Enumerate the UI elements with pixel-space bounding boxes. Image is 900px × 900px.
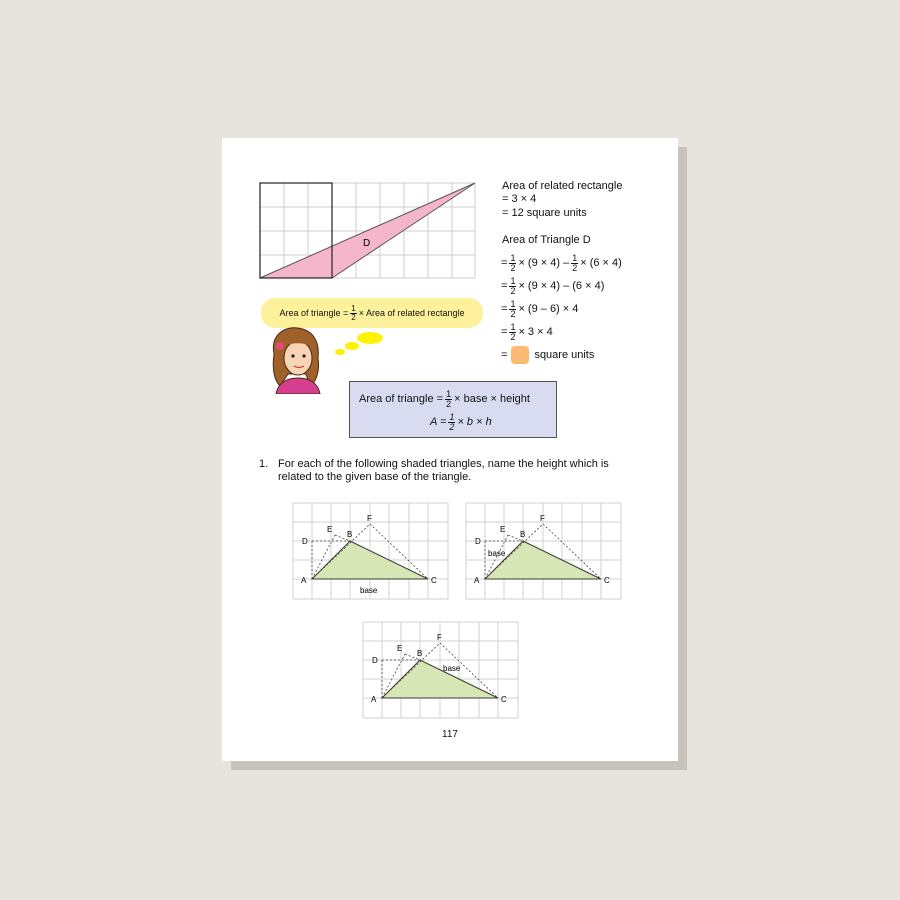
svg-text:base: base (488, 549, 506, 558)
working-row-5: = square units (501, 344, 594, 366)
svg-text:A: A (371, 695, 377, 704)
triangle-d-label: D (363, 238, 371, 249)
svg-text:F: F (540, 514, 545, 523)
svg-text:C: C (501, 695, 507, 704)
triangle-figure-2 (465, 502, 622, 600)
svg-text:B: B (520, 530, 526, 539)
triangle-figure-3 (362, 621, 519, 719)
svg-text:A: A (301, 576, 307, 585)
formula-line-2: A = $\frac{1}{2}$ × b × h (430, 412, 492, 432)
related-rectangle-line2: = 12 square units (502, 207, 587, 219)
svg-text:B: B (417, 649, 423, 658)
working-row-3: = $\frac{1}{2}$ × (9 – 6) × 4 (501, 298, 579, 319)
triangle-d-grid (259, 182, 476, 279)
question-line-1: For each of the following shaded triangles, name the height which is (278, 458, 609, 470)
triangle-d-heading: Area of Triangle D (502, 234, 591, 246)
question-line-2: related to the given base of the triangle. (278, 471, 472, 483)
related-rectangle-heading: Area of related rectangle (502, 180, 623, 192)
triangle-figure-1 (292, 502, 449, 600)
svg-text:E: E (327, 525, 333, 534)
svg-text:D: D (475, 537, 481, 546)
svg-text:F: F (367, 514, 372, 523)
svg-text:C: C (604, 576, 610, 585)
textbook-page (222, 138, 678, 761)
working-row-1: = $\frac{1}{2}$ × (9 × 4) – $\frac{1}{2}$ × (6 × 4) (501, 252, 622, 273)
formula-box (349, 381, 557, 438)
svg-text:D: D (372, 656, 378, 665)
answer-box[interactable] (511, 346, 529, 364)
girl-character-icon (266, 324, 326, 394)
formula-line-1: Area of triangle = $\frac{1}{2}$ × base × height (359, 389, 530, 409)
working-row-4: = $\frac{1}{2}$ × 3 × 4 (501, 321, 553, 342)
svg-text:E: E (500, 525, 506, 534)
svg-text:F: F (437, 633, 442, 642)
working-row-2: = $\frac{1}{2}$ × (9 × 4) – (6 × 4) (501, 275, 605, 296)
svg-text:base: base (360, 586, 378, 595)
thought-dots (330, 331, 386, 357)
question-number: 1. (259, 458, 269, 470)
related-rectangle-line1: = 3 × 4 (502, 193, 537, 205)
page-number: 117 (442, 729, 458, 740)
svg-text:A: A (474, 576, 480, 585)
svg-text:D: D (302, 537, 308, 546)
svg-text:base: base (443, 664, 461, 673)
thought-bubble: Area of triangle = $\frac{1}{2}$ × Area of related rectangle (261, 298, 483, 328)
svg-text:B: B (347, 530, 353, 539)
svg-text:E: E (397, 644, 403, 653)
svg-text:C: C (431, 576, 437, 585)
